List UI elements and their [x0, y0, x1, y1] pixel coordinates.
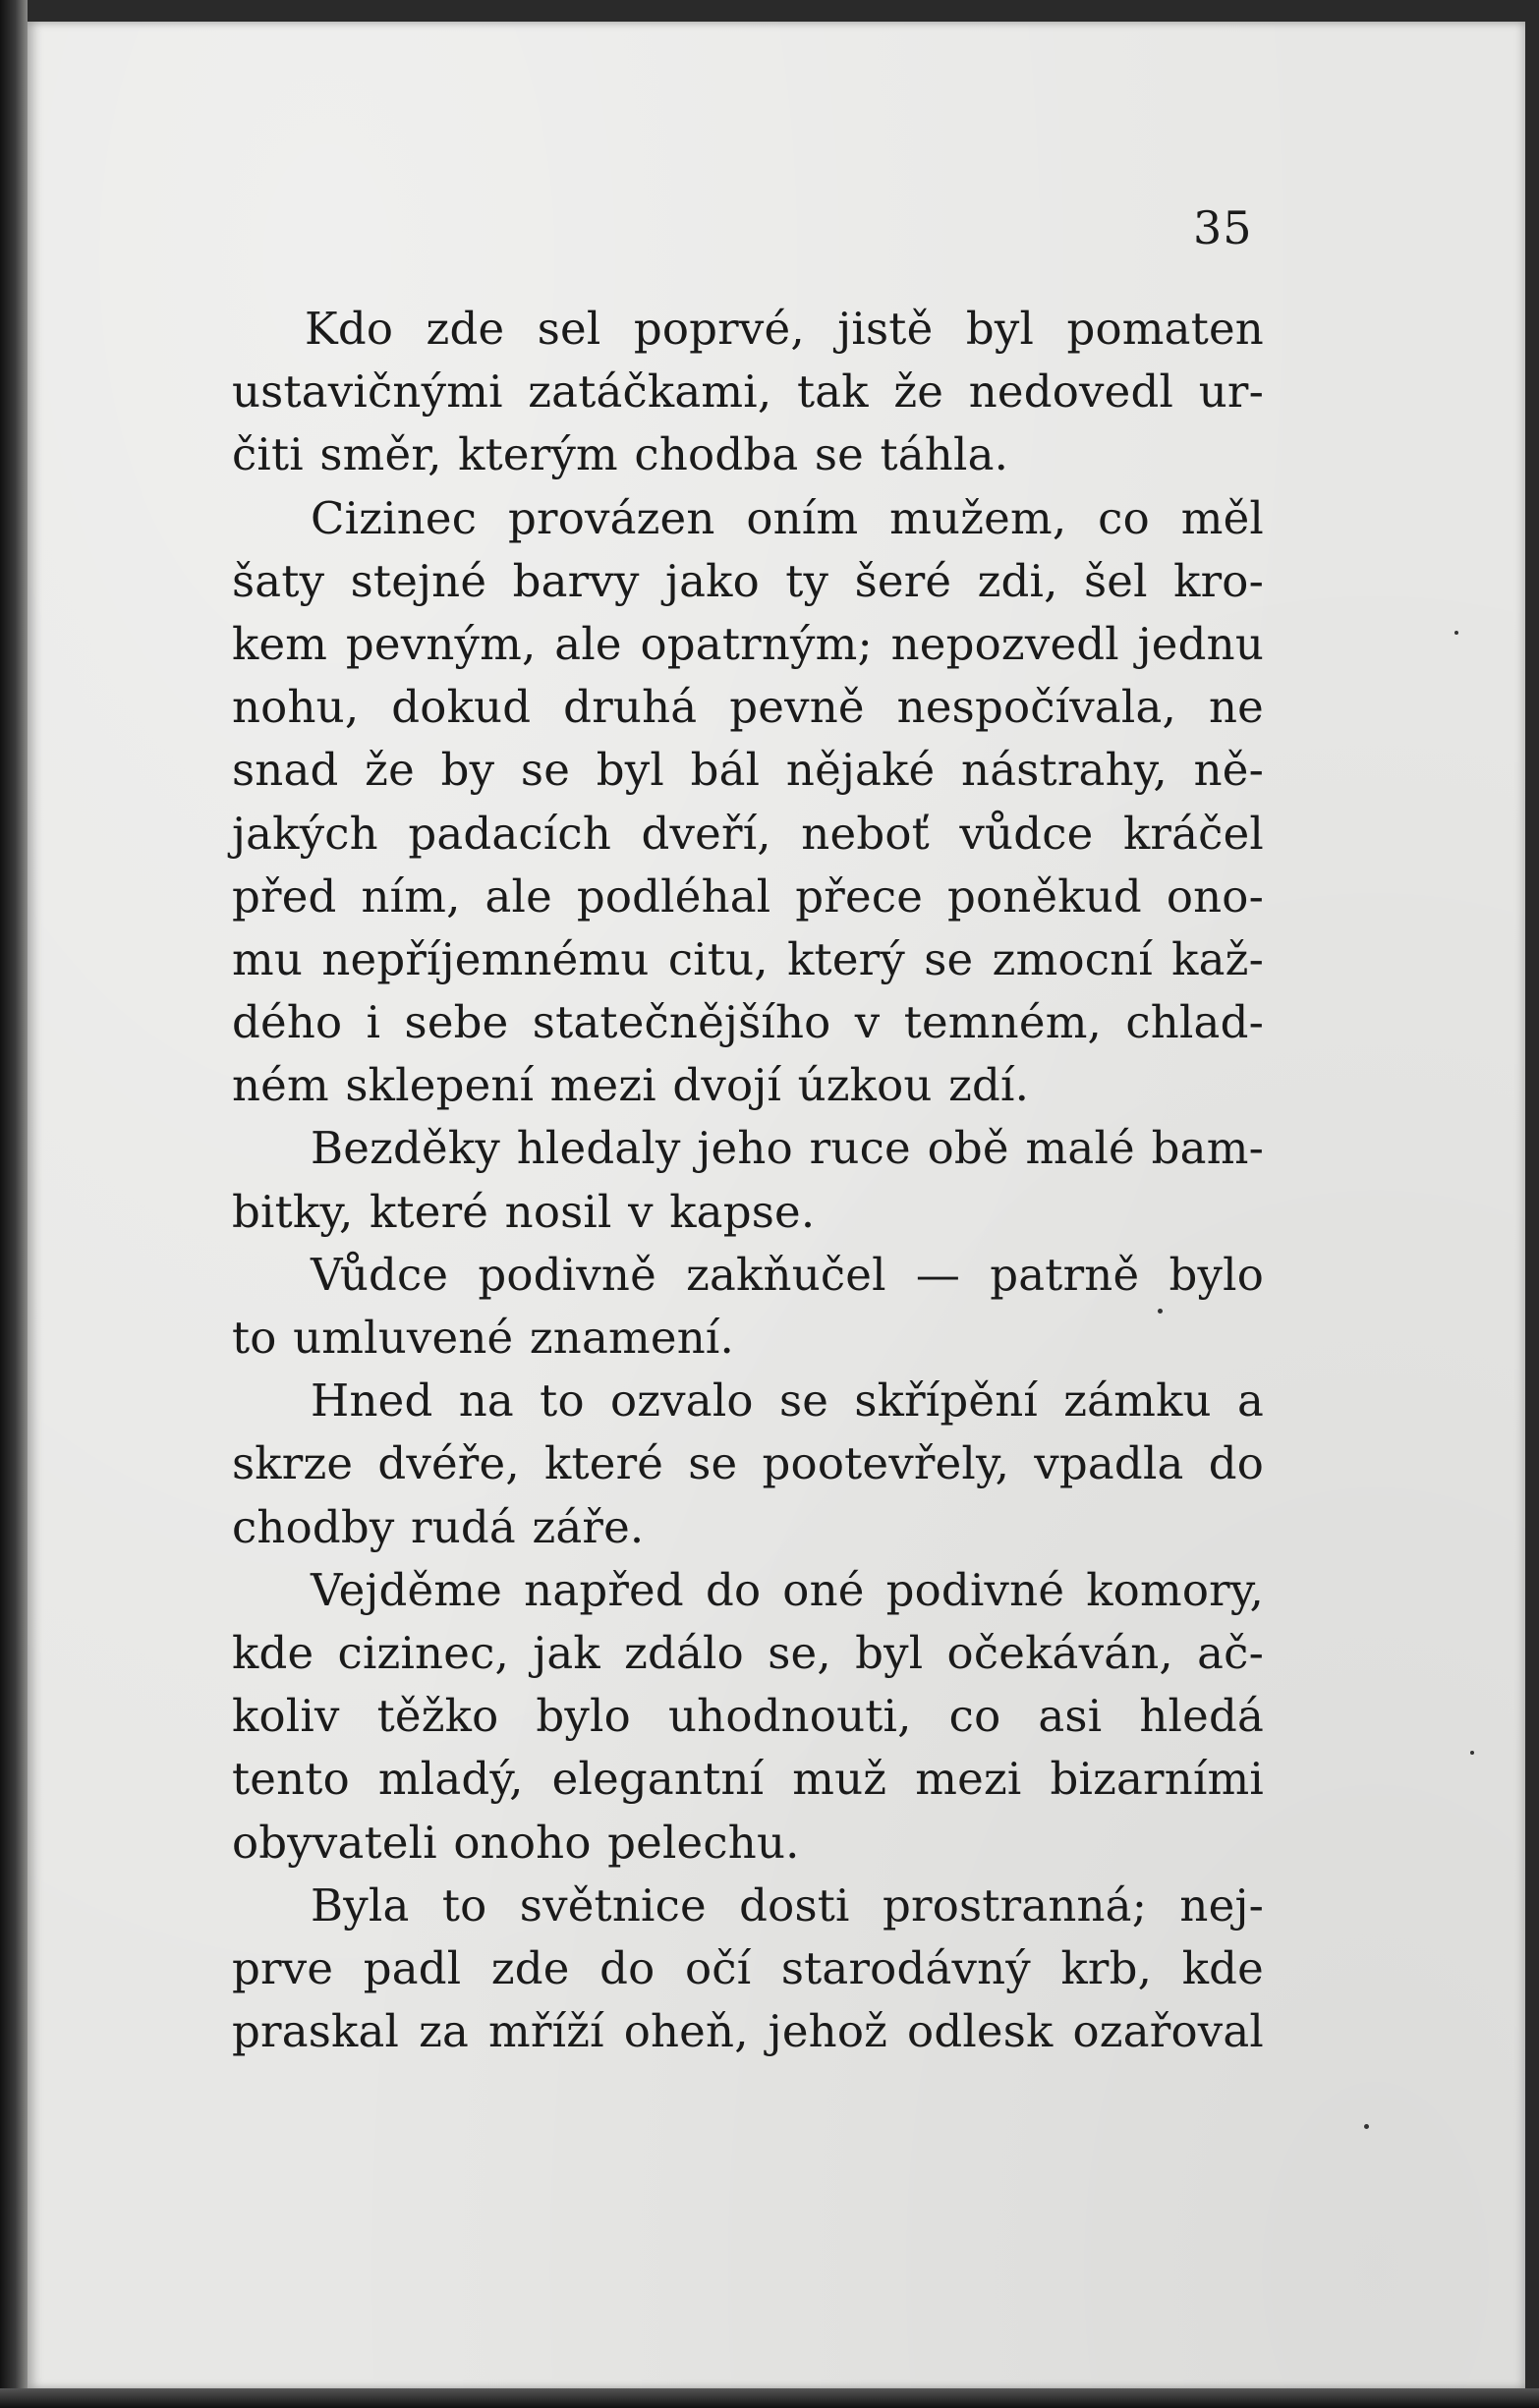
text-line: ustavičnými zatáčkami, tak že nedovedl ur- — [232, 365, 1264, 419]
text-line: praskal za mříží oheň, jehož odlesk ozařoval — [232, 2005, 1264, 2058]
paper-speck — [1470, 1751, 1474, 1755]
text-line: dého i sebe statečnějšího v temném, chlad- — [232, 996, 1264, 1049]
text-line: jakých padacích dveří, neboť vůdce kráčel — [232, 807, 1264, 860]
body-text — [232, 298, 1264, 2063]
text-line: prve padl zde do očí starodávný krb, kde — [232, 1941, 1264, 1994]
paper-speck — [1364, 2124, 1369, 2129]
text-line: to umluvené znamení. — [232, 1312, 734, 1364]
text-line: koliv těžko bylo uhodnouti, co asi hledá — [232, 1690, 1264, 1743]
text-line: Vejděme napřed do oné podivné komory, — [311, 1563, 1264, 1616]
text-line: mu nepříjemnému citu, který se zmocní kaž- — [232, 932, 1264, 985]
text-line: Vůdce podivně zakňučel — patrně bylo — [311, 1248, 1264, 1301]
text-line: skrze dvéře, které se pootevřely, vpadla do — [232, 1437, 1264, 1490]
paper-speck — [1454, 631, 1458, 635]
page-bottom-edge — [0, 2388, 1539, 2408]
text-line: chodby rudá záře. — [232, 1500, 645, 1553]
text-line: snad že by se byl bál nějaké nástrahy, ně- — [232, 744, 1264, 797]
text-line: Kdo zde sel poprvé, jistě byl pomaten — [305, 303, 1264, 355]
text-line: obyvateli onoho pelechu. — [232, 1816, 800, 1869]
text-line: kem pevným, ale opatrným; nepozvedl jednu — [232, 617, 1264, 670]
text-line: nohu, dokud druhá pevně nespočívala, ne — [232, 681, 1264, 734]
text-line: před ním, ale podléhal přece poněkud ono- — [232, 869, 1264, 923]
text-line: Hned na to ozvalo se skřípění zámku a — [311, 1374, 1264, 1428]
text-line: Byla to světnice dosti prostranná; nej- — [311, 1878, 1264, 1932]
text-line: tento mladý, elegantní muž mezi bizarními — [232, 1753, 1264, 1806]
text-line: bitky, které nosil v kapse. — [232, 1185, 816, 1238]
page-number: 35 — [1193, 201, 1253, 254]
text-line: šaty stejné barvy jako ty šeré zdi, šel kro- — [232, 554, 1264, 607]
text-line: Bezděky hledaly jeho ruce obě malé bam- — [311, 1122, 1264, 1175]
text-line: čiti směr, kterým chodba se táhla. — [232, 428, 1009, 481]
text-line: ném sklepení mezi dvojí úzkou zdí. — [232, 1059, 1030, 1112]
text-line: kde cizinec, jak zdálo se, byl očekáván, ač- — [232, 1626, 1264, 1679]
text-line: Cizinec provázen oním mužem, co měl — [311, 491, 1264, 544]
book-spine-shadow — [0, 0, 28, 2408]
